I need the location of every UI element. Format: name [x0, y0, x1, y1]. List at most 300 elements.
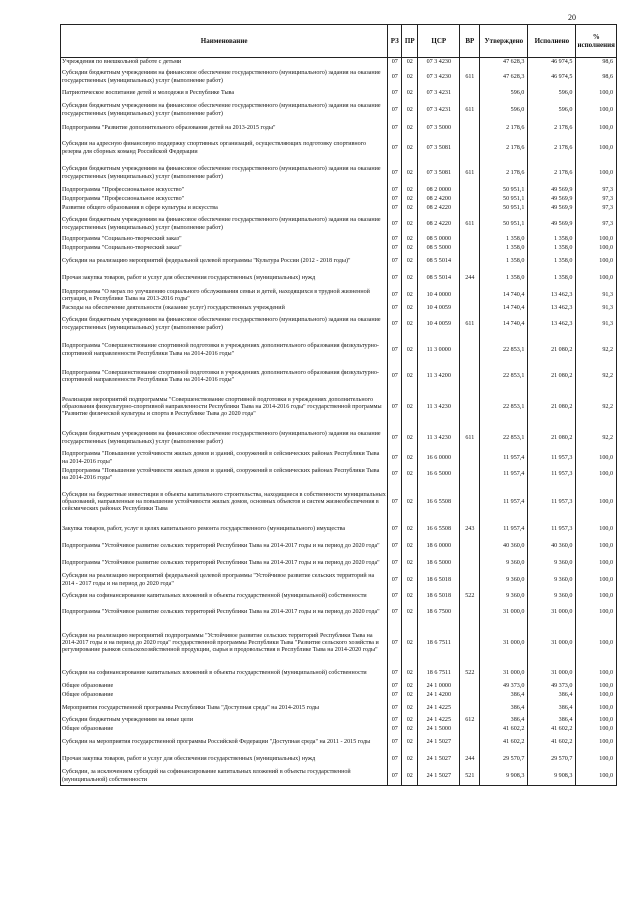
row-executed: 9 360,0	[528, 589, 576, 605]
table-row	[61, 451, 617, 467]
row-approved: 47 628,3	[480, 67, 528, 89]
table-row	[61, 336, 617, 366]
row-csr: 10 4 0059	[418, 314, 460, 336]
table-row	[61, 589, 617, 605]
row-executed: 21 080,2	[528, 427, 576, 451]
table-row	[61, 161, 617, 187]
row-vr	[460, 726, 480, 735]
row-pr: 02	[402, 717, 418, 726]
row-executed: 386,4	[528, 701, 576, 717]
row-pr: 02	[402, 389, 418, 427]
header-percent: % исполнения	[576, 25, 617, 58]
row-executed: 29 570,7	[528, 752, 576, 769]
row-executed: 21 080,2	[528, 336, 576, 366]
row-name: Подпрограмма "Устойчивое развитие сельских территорий Республики Тыва на 2014-2017 годы и на период до 2020 года"	[61, 556, 388, 573]
row-vr	[460, 735, 480, 752]
row-approved: 1 358,0	[480, 245, 528, 254]
row-executed: 2 178,6	[528, 122, 576, 137]
header-pr: ПР	[402, 25, 418, 58]
row-approved: 41 602,2	[480, 735, 528, 752]
row-pr: 02	[402, 161, 418, 187]
header-name: Наименование	[61, 25, 388, 58]
row-percent: 100,0	[576, 717, 617, 726]
table-row	[61, 484, 617, 522]
row-pr: 02	[402, 336, 418, 366]
table-row	[61, 389, 617, 427]
row-approved: 22 853,1	[480, 336, 528, 366]
row-csr: 10 4 0059	[418, 305, 460, 314]
row-rz: 07	[388, 726, 402, 735]
row-vr	[460, 336, 480, 366]
row-approved: 22 853,1	[480, 366, 528, 389]
row-pr: 02	[402, 271, 418, 288]
row-executed: 40 360,0	[528, 539, 576, 556]
row-name: Субсидии бюджетным учреждениям на иные цели	[61, 717, 388, 726]
row-approved: 31 000,0	[480, 622, 528, 666]
table-row	[61, 666, 617, 683]
row-vr	[460, 605, 480, 622]
row-executed: 11 957,3	[528, 467, 576, 484]
row-csr: 10 4 0000	[418, 288, 460, 305]
row-executed: 9 360,0	[528, 556, 576, 573]
row-csr: 24 1 5027	[418, 735, 460, 752]
row-name: Подпрограмма "О мерах по улучшению социального обслуживания семьи и детей, находящихся в трудной жизненной ситуации, в Республике Тыва на 2013-2016 годы"	[61, 288, 388, 305]
row-pr: 02	[402, 701, 418, 717]
row-percent: 91,3	[576, 314, 617, 336]
row-rz: 07	[388, 58, 402, 67]
row-approved: 11 957,4	[480, 484, 528, 522]
row-vr: 243	[460, 522, 480, 539]
row-name: Подпрограмма "Социально-творческий заказ"	[61, 236, 388, 245]
row-vr: 522	[460, 666, 480, 683]
row-csr: 08 2 4200	[418, 196, 460, 205]
row-executed: 386,4	[528, 717, 576, 726]
row-pr: 02	[402, 67, 418, 89]
row-vr	[460, 622, 480, 666]
row-executed: 46 974,5	[528, 67, 576, 89]
row-name: Субсидии на адресную финансовую поддержку спортивных организаций, осуществляющих подготовку спортивного резерва для сборных команд Российской Федерации	[61, 137, 388, 161]
row-percent: 100,0	[576, 692, 617, 701]
row-csr: 24 1 5027	[418, 769, 460, 786]
row-approved: 14 740,4	[480, 314, 528, 336]
row-rz: 07	[388, 245, 402, 254]
row-executed: 13 462,3	[528, 305, 576, 314]
row-pr: 02	[402, 305, 418, 314]
row-vr	[460, 196, 480, 205]
row-vr	[460, 288, 480, 305]
row-approved: 29 570,7	[480, 752, 528, 769]
row-pr: 02	[402, 137, 418, 161]
row-vr: 612	[460, 717, 480, 726]
row-approved: 9 360,0	[480, 573, 528, 589]
row-rz: 07	[388, 389, 402, 427]
row-rz: 07	[388, 314, 402, 336]
row-csr: 11 3 4200	[418, 366, 460, 389]
row-rz: 07	[388, 137, 402, 161]
row-approved: 11 957,4	[480, 467, 528, 484]
row-percent: 98,6	[576, 58, 617, 67]
row-vr: 611	[460, 100, 480, 122]
row-vr	[460, 467, 480, 484]
row-vr: 611	[460, 314, 480, 336]
row-executed: 31 000,0	[528, 605, 576, 622]
table-row	[61, 89, 617, 100]
row-percent: 100,0	[576, 100, 617, 122]
row-vr	[460, 122, 480, 137]
row-pr: 02	[402, 122, 418, 137]
row-approved: 386,4	[480, 701, 528, 717]
row-executed: 11 957,3	[528, 522, 576, 539]
row-approved: 40 360,0	[480, 539, 528, 556]
table-row	[61, 236, 617, 245]
row-pr: 02	[402, 245, 418, 254]
row-executed: 13 462,3	[528, 314, 576, 336]
row-pr: 02	[402, 100, 418, 122]
row-executed: 1 358,0	[528, 236, 576, 245]
row-percent: 100,0	[576, 701, 617, 717]
row-pr: 02	[402, 89, 418, 100]
row-executed: 9 360,0	[528, 573, 576, 589]
row-csr: 24 1 4200	[418, 692, 460, 701]
row-vr	[460, 692, 480, 701]
row-rz: 07	[388, 122, 402, 137]
row-percent: 100,0	[576, 556, 617, 573]
table-row	[61, 769, 617, 786]
row-csr: 07 3 4230	[418, 67, 460, 89]
row-name: Подпрограмма "Повышение устойчивости жилых домов и зданий, сооружений в сейсмических районах Республики Тыва на 2014-2016 годы"	[61, 467, 388, 484]
row-csr: 08 2 0000	[418, 187, 460, 196]
row-csr: 16 6 5508	[418, 484, 460, 522]
row-rz: 07	[388, 769, 402, 786]
row-vr	[460, 254, 480, 271]
row-executed: 596,0	[528, 100, 576, 122]
row-pr: 02	[402, 589, 418, 605]
row-vr	[460, 484, 480, 522]
row-percent: 100,0	[576, 589, 617, 605]
row-pr: 02	[402, 236, 418, 245]
row-approved: 2 178,6	[480, 137, 528, 161]
row-rz: 07	[388, 735, 402, 752]
row-executed: 21 080,2	[528, 366, 576, 389]
row-approved: 49 373,0	[480, 683, 528, 692]
row-name: Расходы на обеспечение деятельности (оказание услуг) государственных учреждений	[61, 305, 388, 314]
row-vr: 611	[460, 214, 480, 236]
table-row	[61, 58, 617, 67]
row-pr: 02	[402, 726, 418, 735]
row-vr	[460, 573, 480, 589]
row-pr: 02	[402, 666, 418, 683]
row-vr	[460, 305, 480, 314]
table-row	[61, 752, 617, 769]
row-csr: 07 3 5081	[418, 161, 460, 187]
row-csr: 18 6 5018	[418, 589, 460, 605]
row-percent: 100,0	[576, 467, 617, 484]
row-pr: 02	[402, 254, 418, 271]
row-csr: 08 5 5014	[418, 254, 460, 271]
row-rz: 07	[388, 666, 402, 683]
row-vr	[460, 89, 480, 100]
row-rz: 07	[388, 467, 402, 484]
row-rz: 07	[388, 622, 402, 666]
row-approved: 9 360,0	[480, 589, 528, 605]
row-rz: 07	[388, 717, 402, 726]
row-csr: 11 3 0000	[418, 336, 460, 366]
row-vr: 522	[460, 589, 480, 605]
row-rz: 07	[388, 205, 402, 214]
row-executed: 49 569,9	[528, 196, 576, 205]
row-vr	[460, 236, 480, 245]
row-rz: 07	[388, 451, 402, 467]
row-approved: 9 360,0	[480, 556, 528, 573]
row-csr: 08 5 5000	[418, 245, 460, 254]
table-row	[61, 467, 617, 484]
row-name: Субсидии бюджетным учреждениям на финансовое обеспечение государственного (муниципального) задания на оказание государственных (муниципальных) услуг (выполнение работ)	[61, 214, 388, 236]
row-csr: 11 3 4230	[418, 389, 460, 427]
row-approved: 596,0	[480, 100, 528, 122]
row-approved: 2 178,6	[480, 122, 528, 137]
row-approved: 50 951,1	[480, 196, 528, 205]
table-row	[61, 100, 617, 122]
row-pr: 02	[402, 735, 418, 752]
row-name: Субсидии на софинансирование капитальных вложений в объекты государственной (муниципальной) собственности	[61, 666, 388, 683]
row-rz: 07	[388, 187, 402, 196]
row-vr	[460, 187, 480, 196]
row-name: Реализация мероприятий подпрограммы "Совершенствование спортивной подготовки в учреждениях дополнительного образования физкультурно-спортивной направленности Республики Тыва на 2014-2016 годы" государственной программы "Развитие физической культуры и спорта в Республике Тыва до 2020 года"	[61, 389, 388, 427]
table-header-row	[61, 25, 617, 58]
header-approved: Утверждено	[480, 25, 528, 58]
table-row	[61, 683, 617, 692]
table-row	[61, 67, 617, 89]
row-approved: 11 957,4	[480, 451, 528, 467]
row-rz: 07	[388, 89, 402, 100]
row-percent: 100,0	[576, 89, 617, 100]
row-csr: 07 3 5081	[418, 137, 460, 161]
row-percent: 100,0	[576, 622, 617, 666]
row-approved: 596,0	[480, 89, 528, 100]
row-rz: 07	[388, 683, 402, 692]
table-row	[61, 556, 617, 573]
table-row	[61, 187, 617, 196]
row-csr: 08 2 4220	[418, 205, 460, 214]
row-approved: 22 853,1	[480, 389, 528, 427]
table-row	[61, 254, 617, 271]
row-rz: 07	[388, 336, 402, 366]
row-rz: 07	[388, 484, 402, 522]
row-rz: 07	[388, 573, 402, 589]
row-percent: 100,0	[576, 752, 617, 769]
row-executed: 11 957,3	[528, 484, 576, 522]
row-rz: 07	[388, 692, 402, 701]
row-pr: 02	[402, 692, 418, 701]
row-csr: 16 6 5000	[418, 467, 460, 484]
table-row	[61, 137, 617, 161]
row-csr: 08 2 4220	[418, 214, 460, 236]
row-pr: 02	[402, 683, 418, 692]
row-percent: 92,2	[576, 366, 617, 389]
row-executed: 49 569,9	[528, 214, 576, 236]
row-executed: 11 957,3	[528, 451, 576, 467]
row-executed: 2 178,6	[528, 161, 576, 187]
row-vr: 611	[460, 67, 480, 89]
row-name: Подпрограмма "Совершенствование спортивной подготовки в учреждениях дополнительного образования физкультурно-спортивной направленности Республики Тыва на 2014-2016 годы"	[61, 336, 388, 366]
row-approved: 50 951,1	[480, 214, 528, 236]
table-row	[61, 288, 617, 305]
row-rz: 07	[388, 522, 402, 539]
row-csr: 07 3 4231	[418, 89, 460, 100]
row-percent: 100,0	[576, 451, 617, 467]
row-approved: 31 000,0	[480, 605, 528, 622]
row-rz: 07	[388, 196, 402, 205]
row-name: Субсидии бюджетным учреждениям на финансовое обеспечение государственного (муниципального) задания на оказание государственных (муниципальных) услуг (выполнение работ)	[61, 67, 388, 89]
row-executed: 31 000,0	[528, 666, 576, 683]
row-name: Общее образование	[61, 692, 388, 701]
row-vr: 244	[460, 271, 480, 288]
row-rz: 07	[388, 427, 402, 451]
row-executed: 2 178,6	[528, 137, 576, 161]
row-pr: 02	[402, 539, 418, 556]
row-name: Патриотическое воспитание детей и молодежи в Республике Тыва	[61, 89, 388, 100]
row-name: Подпрограмма "Устойчивое развитие сельских территорий Республики Тыва на 2014-2017 годы и на период до 2020 года"	[61, 539, 388, 556]
row-rz: 07	[388, 161, 402, 187]
budget-table	[60, 24, 617, 786]
row-csr: 11 3 4230	[418, 427, 460, 451]
row-rz: 07	[388, 701, 402, 717]
row-percent: 100,0	[576, 573, 617, 589]
row-name: Учреждения по внешкольной работе с детьми	[61, 58, 388, 67]
row-name: Закупка товаров, работ, услуг в целях капитального ремонта государственного (муниципального) имущества	[61, 522, 388, 539]
row-rz: 07	[388, 288, 402, 305]
table-row	[61, 622, 617, 666]
row-vr: 611	[460, 161, 480, 187]
row-percent: 91,3	[576, 288, 617, 305]
row-name: Субсидии на реализацию мероприятий подпрограммы "Устойчивое развитие сельских территорий Республики Тыва на 2014-2017 годы и на период до 2020 года" государственной программы Республики Тыва "Развитие сельского хозяйства и регулирование рынков сельскохозяйственной продукции, сырья и продовольствия в Республике Тыва на 2014-2020 годы"	[61, 622, 388, 666]
row-approved: 1 358,0	[480, 271, 528, 288]
row-pr: 02	[402, 205, 418, 214]
row-percent: 92,2	[576, 336, 617, 366]
row-percent: 100,0	[576, 122, 617, 137]
row-percent: 100,0	[576, 254, 617, 271]
row-percent: 100,0	[576, 137, 617, 161]
row-name: Подпрограмма "Профессиональное искусство"	[61, 187, 388, 196]
row-executed: 49 569,9	[528, 205, 576, 214]
table-row	[61, 271, 617, 288]
row-executed: 1 358,0	[528, 271, 576, 288]
row-executed: 41 602,2	[528, 726, 576, 735]
row-pr: 02	[402, 484, 418, 522]
row-name: Субсидии на реализацию мероприятий федеральной целевой программы "Устойчивое развитие сельских территорий на 2014 - 2017 годы и на период до 2020 года"	[61, 573, 388, 589]
row-name: Общее образование	[61, 683, 388, 692]
row-pr: 02	[402, 752, 418, 769]
row-csr: 24 1 5000	[418, 726, 460, 735]
row-name: Прочая закупка товаров, работ и услуг для обеспечения государственных (муниципальных) нужд	[61, 271, 388, 288]
row-vr	[460, 683, 480, 692]
row-pr: 02	[402, 573, 418, 589]
row-vr	[460, 58, 480, 67]
table-row	[61, 539, 617, 556]
table-row	[61, 701, 617, 717]
row-vr: 244	[460, 752, 480, 769]
row-percent: 100,0	[576, 769, 617, 786]
row-csr: 18 6 5000	[418, 556, 460, 573]
row-executed: 49 373,0	[528, 683, 576, 692]
row-csr: 24 1 5027	[418, 752, 460, 769]
row-rz: 07	[388, 589, 402, 605]
row-rz: 07	[388, 100, 402, 122]
row-vr: 521	[460, 769, 480, 786]
row-pr: 02	[402, 366, 418, 389]
row-pr: 02	[402, 769, 418, 786]
row-approved: 11 957,4	[480, 522, 528, 539]
row-pr: 02	[402, 556, 418, 573]
row-pr: 02	[402, 427, 418, 451]
row-vr: 611	[460, 427, 480, 451]
table-row	[61, 314, 617, 336]
row-rz: 07	[388, 752, 402, 769]
row-executed: 31 000,0	[528, 622, 576, 666]
row-approved: 1 358,0	[480, 254, 528, 271]
row-rz: 07	[388, 67, 402, 89]
table-row	[61, 427, 617, 451]
row-executed: 46 974,5	[528, 58, 576, 67]
row-rz: 07	[388, 236, 402, 245]
row-vr	[460, 205, 480, 214]
row-percent: 100,0	[576, 236, 617, 245]
row-csr: 24 1 0000	[418, 683, 460, 692]
row-name: Подпрограмма "Повышение устойчивости жилых домов и зданий, сооружений в сейсмических районах Республики Тыва на 2014-2016 годы"	[61, 451, 388, 467]
row-pr: 02	[402, 605, 418, 622]
table-row	[61, 522, 617, 539]
row-vr	[460, 137, 480, 161]
row-vr	[460, 366, 480, 389]
row-approved: 386,4	[480, 717, 528, 726]
row-rz: 07	[388, 556, 402, 573]
row-name: Субсидии бюджетным учреждениям на финансовое обеспечение государственного (муниципального) задания на оказание государственных (муниципальных) услуг (выполнение работ)	[61, 100, 388, 122]
row-percent: 100,0	[576, 683, 617, 692]
row-percent: 100,0	[576, 245, 617, 254]
row-name: Прочая закупка товаров, работ и услуг для обеспечения государственных (муниципальных) нужд	[61, 752, 388, 769]
row-csr: 08 5 0000	[418, 236, 460, 245]
row-approved: 2 178,6	[480, 161, 528, 187]
table-row	[61, 366, 617, 389]
row-approved: 1 358,0	[480, 236, 528, 245]
row-executed: 13 462,3	[528, 288, 576, 305]
table-row	[61, 196, 617, 205]
row-pr: 02	[402, 451, 418, 467]
row-pr: 02	[402, 314, 418, 336]
row-csr: 18 6 7500	[418, 605, 460, 622]
row-pr: 02	[402, 522, 418, 539]
row-vr	[460, 701, 480, 717]
table-row	[61, 726, 617, 735]
row-pr: 02	[402, 288, 418, 305]
table-row	[61, 205, 617, 214]
row-percent: 100,0	[576, 271, 617, 288]
row-name: Субсидии на бюджетные инвестиции в объекты капитального строительства, находящиеся в собственности муниципальных образований, направленные на повышение устойчивости жилых домов, основных объектов и систем жизнеобеспечения в сейсмических районах Республики Тыва	[61, 484, 388, 522]
row-percent: 100,0	[576, 666, 617, 683]
row-percent: 100,0	[576, 605, 617, 622]
row-pr: 02	[402, 196, 418, 205]
row-approved: 9 908,3	[480, 769, 528, 786]
row-rz: 07	[388, 305, 402, 314]
row-name: Субсидии на реализацию мероприятий федеральной целевой программы "Культура России (2012 - 2018 годы)"	[61, 254, 388, 271]
row-csr: 18 6 0000	[418, 539, 460, 556]
row-percent: 97,3	[576, 196, 617, 205]
row-approved: 22 853,1	[480, 427, 528, 451]
row-csr: 18 6 7511	[418, 666, 460, 683]
row-approved: 386,4	[480, 692, 528, 701]
row-name: Субсидии бюджетным учреждениям на финансовое обеспечение государственного (муниципального) задания на оказание государственных (муниципальных) услуг (выполнение работ)	[61, 427, 388, 451]
row-name: Подпрограмма "Развитие дополнительного образования детей на 2013-2015 годы"	[61, 122, 388, 137]
